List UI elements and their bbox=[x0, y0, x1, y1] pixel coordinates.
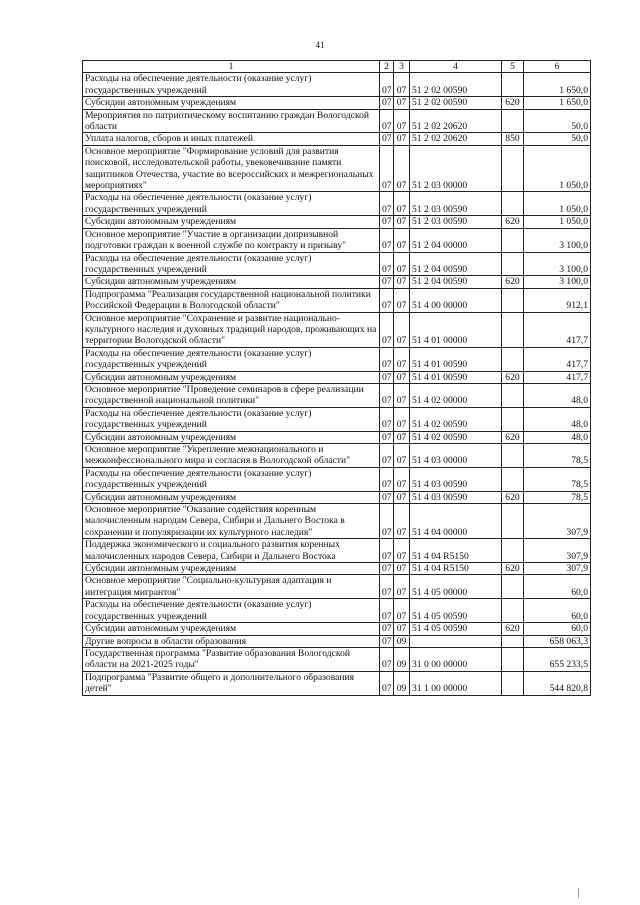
section-code: 07 bbox=[380, 431, 394, 443]
amount: 48,0 bbox=[524, 431, 591, 443]
subsection-code: 07 bbox=[394, 97, 410, 109]
subsection-code: 07 bbox=[394, 228, 410, 252]
target-article-code: 51 4 02 00590 bbox=[410, 431, 502, 443]
table-row bbox=[83, 383, 591, 407]
target-article-code: 51 4 04 R5150 bbox=[410, 563, 502, 575]
target-article-code: 51 4 03 00590 bbox=[410, 491, 502, 503]
subsection-code: 07 bbox=[394, 383, 410, 407]
table-row bbox=[83, 97, 591, 109]
target-article-code: 51 2 03 00590 bbox=[410, 216, 502, 228]
column-header: 5 bbox=[502, 61, 524, 73]
subsection-code: 07 bbox=[394, 431, 410, 443]
target-article-code: 51 2 03 00000 bbox=[410, 145, 502, 192]
section-code: 07 bbox=[380, 504, 394, 539]
expense-type-code bbox=[502, 599, 524, 623]
expense-type-code bbox=[502, 228, 524, 252]
section-code: 07 bbox=[380, 192, 394, 216]
amount: 48,0 bbox=[524, 407, 591, 431]
table-row bbox=[83, 288, 591, 312]
target-article-code: 51 4 02 00000 bbox=[410, 383, 502, 407]
expense-type-code bbox=[502, 407, 524, 431]
row-name: Расходы на обеспечение деятельности (оказание услуг) государственных учреждений bbox=[83, 599, 380, 623]
amount: 655 233,5 bbox=[524, 647, 591, 671]
table-body bbox=[83, 73, 591, 695]
target-article-code: 51 4 05 00000 bbox=[410, 575, 502, 599]
row-name: Расходы на обеспечение деятельности (оказание услуг) государственных учреждений bbox=[83, 192, 380, 216]
target-article-code: 51 2 04 00590 bbox=[410, 252, 502, 276]
expense-type-code bbox=[502, 467, 524, 491]
target-article-code: 51 4 05 00590 bbox=[410, 623, 502, 635]
amount: 1 050,0 bbox=[524, 145, 591, 192]
target-article-code: 51 4 03 00000 bbox=[410, 444, 502, 468]
table-row bbox=[83, 192, 591, 216]
expense-type-code bbox=[502, 383, 524, 407]
expense-type-code: 620 bbox=[502, 491, 524, 503]
table-row bbox=[83, 444, 591, 468]
row-name: Субсидии автономным учреждениям bbox=[83, 276, 380, 288]
target-article-code: 51 4 02 00590 bbox=[410, 407, 502, 431]
section-code: 07 bbox=[380, 347, 394, 371]
column-header: 4 bbox=[410, 61, 502, 73]
subsection-code: 07 bbox=[394, 623, 410, 635]
amount: 658 063,3 bbox=[524, 635, 591, 647]
expense-type-code bbox=[502, 504, 524, 539]
subsection-code: 07 bbox=[394, 575, 410, 599]
expense-type-code bbox=[502, 192, 524, 216]
row-name: Расходы на обеспечение деятельности (оказание услуг) государственных учреждений bbox=[83, 467, 380, 491]
column-header: 2 bbox=[380, 61, 394, 73]
amount: 544 820,8 bbox=[524, 671, 591, 695]
table-row bbox=[83, 563, 591, 575]
row-name: Подпрограмма "Развитие общего и дополнительного образования детей" bbox=[83, 671, 380, 695]
budget-table bbox=[82, 60, 591, 696]
subsection-code: 07 bbox=[394, 312, 410, 347]
page-number: 41 bbox=[315, 40, 325, 50]
expense-type-code bbox=[502, 145, 524, 192]
section-code: 07 bbox=[380, 599, 394, 623]
section-code: 07 bbox=[380, 467, 394, 491]
subsection-code: 07 bbox=[394, 145, 410, 192]
target-article-code: 51 4 00 00000 bbox=[410, 288, 502, 312]
section-code: 07 bbox=[380, 145, 394, 192]
section-code: 07 bbox=[380, 133, 394, 145]
expense-type-code: 620 bbox=[502, 431, 524, 443]
amount: 78,5 bbox=[524, 444, 591, 468]
amount: 78,5 bbox=[524, 491, 591, 503]
subsection-code: 07 bbox=[394, 371, 410, 383]
table-row bbox=[83, 252, 591, 276]
amount: 60,0 bbox=[524, 623, 591, 635]
table-row bbox=[83, 599, 591, 623]
amount: 48,0 bbox=[524, 383, 591, 407]
expense-type-code: 620 bbox=[502, 371, 524, 383]
table-row bbox=[83, 623, 591, 635]
amount: 912,1 bbox=[524, 288, 591, 312]
table-row bbox=[83, 347, 591, 371]
table-row bbox=[83, 467, 591, 491]
table-row bbox=[83, 635, 591, 647]
table-row bbox=[83, 371, 591, 383]
expense-type-code bbox=[502, 73, 524, 97]
subsection-code: 07 bbox=[394, 133, 410, 145]
target-article-code: 51 2 02 20620 bbox=[410, 109, 502, 133]
section-code: 07 bbox=[380, 312, 394, 347]
subsection-code: 07 bbox=[394, 288, 410, 312]
subsection-code: 09 bbox=[394, 635, 410, 647]
target-article-code: 31 0 00 00000 bbox=[410, 647, 502, 671]
section-code: 07 bbox=[380, 383, 394, 407]
subsection-code: 09 bbox=[394, 647, 410, 671]
section-code: 07 bbox=[380, 216, 394, 228]
table-row bbox=[83, 73, 591, 97]
subsection-code: 07 bbox=[394, 192, 410, 216]
subsection-code: 07 bbox=[394, 444, 410, 468]
expense-type-code: 620 bbox=[502, 97, 524, 109]
amount: 307,9 bbox=[524, 539, 591, 563]
row-name: Поддержка экономического и социального развития коренных малочисленных народов Севера, Сибири и Дальнего Востока bbox=[83, 539, 380, 563]
section-code: 07 bbox=[380, 407, 394, 431]
table-row bbox=[83, 504, 591, 539]
section-code: 07 bbox=[380, 575, 394, 599]
amount: 1 050,0 bbox=[524, 192, 591, 216]
amount: 1 050,0 bbox=[524, 216, 591, 228]
row-name: Основное мероприятие "Формирование условий для развития поисковой, исследовательской работы, увековечивание памяти защитников Отечества, участие во всероссийских и межрегиональных мероприятиях" bbox=[83, 145, 380, 192]
expense-type-code bbox=[502, 671, 524, 695]
column-header: 6 bbox=[524, 61, 591, 73]
subsection-code: 07 bbox=[394, 252, 410, 276]
target-article-code: 51 4 01 00000 bbox=[410, 312, 502, 347]
row-name: Расходы на обеспечение деятельности (оказание услуг) государственных учреждений bbox=[83, 73, 380, 97]
margin-mark bbox=[578, 888, 579, 898]
expense-type-code: 620 bbox=[502, 276, 524, 288]
table-row bbox=[83, 276, 591, 288]
target-article-code: 51 2 03 00590 bbox=[410, 192, 502, 216]
target-article-code: 51 2 02 00590 bbox=[410, 97, 502, 109]
section-code: 07 bbox=[380, 252, 394, 276]
expense-type-code: 850 bbox=[502, 133, 524, 145]
target-article-code: 51 4 03 00590 bbox=[410, 467, 502, 491]
amount: 78,5 bbox=[524, 467, 591, 491]
expense-type-code: 620 bbox=[502, 216, 524, 228]
target-article-code: 51 4 05 00590 bbox=[410, 599, 502, 623]
row-name: Расходы на обеспечение деятельности (оказание услуг) государственных учреждений bbox=[83, 407, 380, 431]
section-code: 07 bbox=[380, 647, 394, 671]
subsection-code: 07 bbox=[394, 276, 410, 288]
subsection-code: 07 bbox=[394, 563, 410, 575]
expense-type-code bbox=[502, 347, 524, 371]
target-article-code: 51 4 04 00000 bbox=[410, 504, 502, 539]
row-name: Основное мероприятие "Оказание содействия коренным малочисленным народам Севера, Сибири и Дальнего Востока в сохранении и популяризации их культурного наследия" bbox=[83, 504, 380, 539]
row-name: Субсидии автономным учреждениям bbox=[83, 623, 380, 635]
row-name: Основное мероприятие "Укрепление межнационального и межконфессионального мира и согласия в Вологодской области" bbox=[83, 444, 380, 468]
table-row bbox=[83, 216, 591, 228]
expense-type-code bbox=[502, 647, 524, 671]
amount: 307,9 bbox=[524, 504, 591, 539]
subsection-code: 07 bbox=[394, 73, 410, 97]
amount: 417,7 bbox=[524, 347, 591, 371]
row-name: Подпрограмма "Реализация государственной национальной политики Российской Федерации в Вологодской области" bbox=[83, 288, 380, 312]
section-code: 07 bbox=[380, 109, 394, 133]
amount: 417,7 bbox=[524, 312, 591, 347]
target-article-code: 51 4 01 00590 bbox=[410, 347, 502, 371]
amount: 50,0 bbox=[524, 133, 591, 145]
table-row bbox=[83, 491, 591, 503]
amount: 60,0 bbox=[524, 599, 591, 623]
section-code: 07 bbox=[380, 288, 394, 312]
section-code: 07 bbox=[380, 635, 394, 647]
expense-type-code bbox=[502, 575, 524, 599]
subsection-code: 07 bbox=[394, 599, 410, 623]
amount: 3 100,0 bbox=[524, 252, 591, 276]
row-name: Субсидии автономным учреждениям bbox=[83, 491, 380, 503]
table-row bbox=[83, 228, 591, 252]
row-name: Расходы на обеспечение деятельности (оказание услуг) государственных учреждений bbox=[83, 347, 380, 371]
subsection-code: 07 bbox=[394, 467, 410, 491]
section-code: 07 bbox=[380, 444, 394, 468]
expense-type-code bbox=[502, 539, 524, 563]
table-row bbox=[83, 312, 591, 347]
table-row bbox=[83, 145, 591, 192]
row-name: Другие вопросы в области образования bbox=[83, 635, 380, 647]
subsection-code: 07 bbox=[394, 504, 410, 539]
amount: 50,0 bbox=[524, 109, 591, 133]
target-article-code: 51 2 04 00590 bbox=[410, 276, 502, 288]
amount: 307,9 bbox=[524, 563, 591, 575]
expense-type-code bbox=[502, 288, 524, 312]
table-row bbox=[83, 407, 591, 431]
section-code: 07 bbox=[380, 491, 394, 503]
section-code: 07 bbox=[380, 371, 394, 383]
expense-type-code bbox=[502, 252, 524, 276]
target-article-code: 51 2 04 00000 bbox=[410, 228, 502, 252]
row-name: Расходы на обеспечение деятельности (оказание услуг) государственных учреждений bbox=[83, 252, 380, 276]
row-name: Основное мероприятие "Социально-культурная адаптация и интеграция мигрантов" bbox=[83, 575, 380, 599]
amount: 417,7 bbox=[524, 371, 591, 383]
expense-type-code bbox=[502, 109, 524, 133]
section-code: 07 bbox=[380, 97, 394, 109]
target-article-code: 51 4 04 R5150 bbox=[410, 539, 502, 563]
target-article-code bbox=[410, 635, 502, 647]
amount: 3 100,0 bbox=[524, 228, 591, 252]
target-article-code: 51 2 02 20620 bbox=[410, 133, 502, 145]
amount: 1 650,0 bbox=[524, 73, 591, 97]
expense-type-code: 620 bbox=[502, 563, 524, 575]
row-name: Субсидии автономным учреждениям bbox=[83, 563, 380, 575]
column-header: 1 bbox=[83, 61, 380, 73]
subsection-code: 09 bbox=[394, 671, 410, 695]
table-row bbox=[83, 671, 591, 695]
row-name: Субсидии автономным учреждениям bbox=[83, 97, 380, 109]
row-name: Основное мероприятие "Участие в организации допризывной подготовки граждан к военной службе по контракту и призыву" bbox=[83, 228, 380, 252]
section-code: 07 bbox=[380, 623, 394, 635]
expense-type-code: 620 bbox=[502, 623, 524, 635]
row-name: Уплата налогов, сборов и иных платежей bbox=[83, 133, 380, 145]
target-article-code: 51 4 01 00590 bbox=[410, 371, 502, 383]
row-name: Основное мероприятие "Сохранение и развитие национально-культурного наследия и духовных традиций народов, проживающих на территории Вологодской области" bbox=[83, 312, 380, 347]
section-code: 07 bbox=[380, 539, 394, 563]
table-row bbox=[83, 647, 591, 671]
expense-type-code bbox=[502, 635, 524, 647]
section-code: 07 bbox=[380, 228, 394, 252]
table-row bbox=[83, 133, 591, 145]
table-row bbox=[83, 539, 591, 563]
row-name: Основное мероприятие "Проведение семинаров в сфере реализации государственной национальной политики" bbox=[83, 383, 380, 407]
subsection-code: 07 bbox=[394, 407, 410, 431]
amount: 1 650,0 bbox=[524, 97, 591, 109]
amount: 3 100,0 bbox=[524, 276, 591, 288]
column-header: 3 bbox=[394, 61, 410, 73]
expense-type-code bbox=[502, 312, 524, 347]
table-row bbox=[83, 109, 591, 133]
row-name: Субсидии автономным учреждениям bbox=[83, 371, 380, 383]
amount: 60,0 bbox=[524, 575, 591, 599]
expense-type-code bbox=[502, 444, 524, 468]
row-name: Субсидии автономным учреждениям bbox=[83, 431, 380, 443]
subsection-code: 07 bbox=[394, 347, 410, 371]
target-article-code: 51 2 02 00590 bbox=[410, 73, 502, 97]
row-name: Государственная программа "Развитие образования Вологодской области на 2021-2025 годы" bbox=[83, 647, 380, 671]
target-article-code: 31 1 00 00000 bbox=[410, 671, 502, 695]
table-row bbox=[83, 575, 591, 599]
section-code: 07 bbox=[380, 563, 394, 575]
subsection-code: 07 bbox=[394, 216, 410, 228]
subsection-code: 07 bbox=[394, 539, 410, 563]
section-code: 07 bbox=[380, 671, 394, 695]
row-name: Субсидии автономным учреждениям bbox=[83, 216, 380, 228]
subsection-code: 07 bbox=[394, 491, 410, 503]
table-row bbox=[83, 431, 591, 443]
subsection-code: 07 bbox=[394, 109, 410, 133]
row-name: Мероприятия по патриотическому воспитанию граждан Вологодской области bbox=[83, 109, 380, 133]
section-code: 07 bbox=[380, 276, 394, 288]
section-code: 07 bbox=[380, 73, 394, 97]
table-header-row bbox=[83, 61, 591, 73]
